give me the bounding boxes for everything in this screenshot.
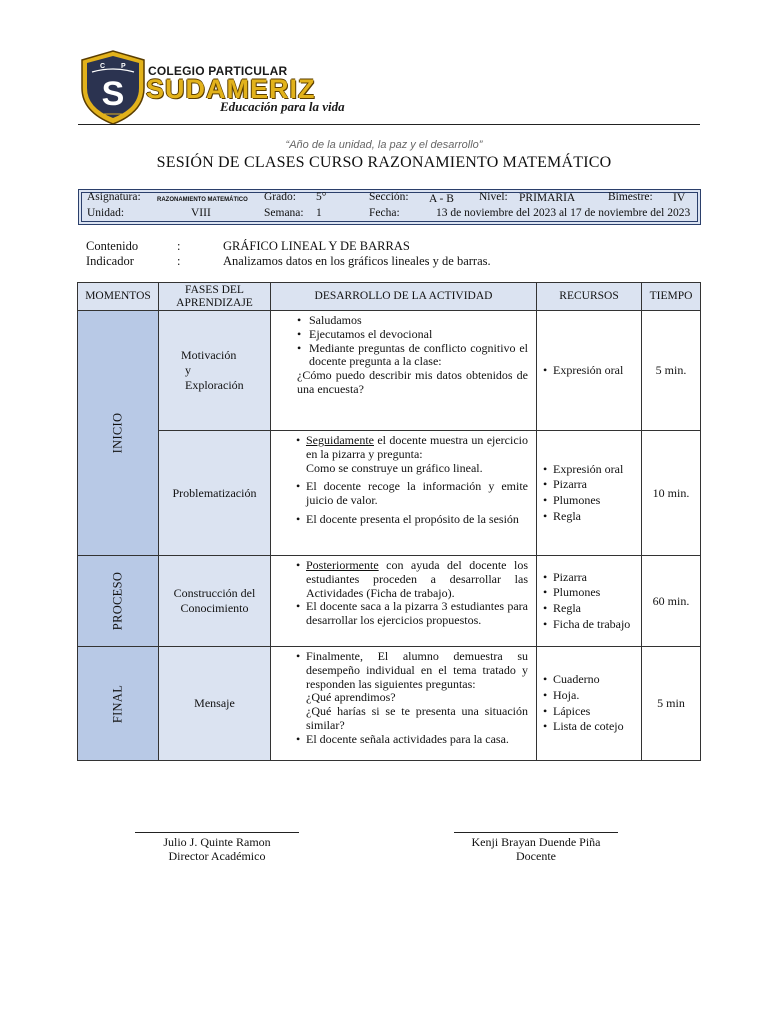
crest-letter-c: C: [100, 63, 106, 70]
activity-item: [296, 434, 528, 475]
header-divider: [78, 124, 700, 125]
nivel-value: PRIMARIA: [519, 192, 576, 204]
signature-right-role: Docente: [516, 848, 556, 863]
activity-item: [296, 559, 528, 600]
signature-line-right: [454, 832, 618, 833]
activity-mensaje: [271, 647, 537, 761]
resource-item: • Lápices: [543, 704, 637, 720]
activity-question: ¿Qué aprendimos?: [306, 690, 396, 705]
page-title: SESIÓN DE CLASES CURSO RAZONAMIENTO MATEMÁTICO: [156, 154, 612, 171]
seccion-label: Sección:: [369, 191, 409, 203]
activity-item: • El docente saca a la pizarra 3 estudiantes para desarrollar los ejercicios propuestos.: [296, 600, 528, 628]
signature-right: [436, 836, 636, 864]
unidad-label: Unidad:: [87, 207, 125, 219]
header-tiempo: TIEMPO: [642, 283, 701, 311]
activity-motivacion: [271, 311, 537, 431]
activity-construccion: [271, 556, 537, 647]
phase-construccion: [159, 556, 271, 647]
resource-item: • Lista de cotejo: [543, 719, 637, 735]
moment-final: [78, 647, 159, 761]
moment-inicio-label: INICIO: [110, 412, 125, 454]
resources-problematizacion: [537, 431, 642, 556]
activity-item: [296, 650, 528, 733]
activity-item: • El docente señala actividades para la casa.: [296, 733, 528, 747]
activity-item: • Saludamos: [293, 314, 528, 328]
time-motivacion: 5 min.: [642, 311, 701, 431]
asignatura-value: RAZONAMIENTO MATEMÁTICO: [157, 197, 248, 203]
contenido-value: GRÁFICO LINEAL Y DE BARRAS: [223, 239, 410, 253]
table-row: [78, 311, 701, 431]
bimestre-value: IV: [673, 192, 686, 204]
resources-construccion: [537, 556, 642, 647]
resources-mensaje: [537, 647, 642, 761]
school-slogan: Educación para la vida: [220, 99, 345, 114]
school-crest-icon: [78, 48, 148, 126]
resource-item: • Ficha de trabajo: [543, 617, 637, 633]
grado-value: 5°: [316, 191, 327, 203]
resource-item: • Pizarra: [543, 477, 637, 493]
table-row: [78, 647, 701, 761]
header-fases-line1: FASES DEL: [185, 284, 244, 297]
signature-right-name: Kenji Brayan Duende Piña: [471, 835, 601, 849]
activity-subline: Como se construye un gráfico lineal.: [306, 460, 483, 475]
phase-mensaje: Mensaje: [159, 647, 271, 761]
semana-value: 1: [316, 207, 322, 219]
resource-item: • Expresión oral: [543, 462, 637, 478]
activity-item: • El docente presenta el propósito de la sesión: [296, 513, 528, 527]
seccion-value: A - B: [429, 193, 454, 205]
resource-item: • Expresión oral: [543, 363, 637, 379]
activity-item: • El docente recoge la información y emite juicio de valor.: [296, 480, 528, 508]
phase-motivacion-line2: y: [185, 363, 191, 377]
fecha-value: 13 de noviembre del 2023 al 17 de noviembre del 2023: [436, 207, 691, 219]
activity-text: el docente muestra un ejercicio en la pizarra y pregunta:: [306, 433, 528, 461]
phase-problematizacion: Problematización: [159, 431, 271, 556]
time-problematizacion: 10 min.: [642, 431, 701, 556]
crest-letter-s: S: [101, 75, 125, 113]
phase-construccion-line1: Construcción del: [173, 586, 256, 600]
nivel-label: Nivel:: [479, 191, 508, 203]
activity-underlined: Posteriormente: [306, 558, 379, 572]
activity-problematizacion: [271, 431, 537, 556]
time-mensaje: 5 min: [642, 647, 701, 761]
crest-letter-p: P: [121, 63, 126, 70]
asignatura-label: Asignatura:: [87, 191, 141, 203]
phase-motivacion-line1: Motivación: [181, 348, 237, 362]
header-desarrollo: DESARROLLO DE LA ACTIVIDAD: [271, 283, 537, 311]
signature-left-name: Julio J. Quinte Ramon: [163, 835, 271, 849]
header-fases-line2: APRENDIZAJE: [176, 296, 253, 309]
resource-item: • Pizarra: [543, 570, 637, 586]
fecha-label: Fecha:: [369, 207, 400, 219]
contenido-colon: :: [177, 239, 181, 253]
activity-text: con ayuda del docente los estudiantes proceden a desarrollar las Actividades (Ficha de trabajo).: [306, 558, 528, 600]
contenido-label: Contenido: [86, 239, 139, 253]
header-fases: [159, 283, 271, 311]
session-info-box: [78, 189, 701, 225]
indicador-label: Indicador: [86, 254, 134, 268]
grado-label: Grado:: [264, 191, 296, 203]
resource-item: • Cuaderno: [543, 672, 637, 688]
table-header-row: [78, 283, 701, 311]
resource-item: • Plumones: [543, 493, 637, 509]
school-name: COLEGIO PARTICULAR: [148, 64, 288, 78]
lesson-plan-table: [77, 282, 701, 761]
school-brand: SUDAMERIZ: [146, 74, 316, 104]
resource-item: • Regla: [543, 509, 637, 525]
phase-motivacion-line3: Exploración: [185, 378, 244, 392]
activity-item: • Mediante preguntas de conflicto cognitivo el docente pregunta a la clase:: [293, 342, 528, 370]
activity-item: • Ejecutamos el devocional: [293, 328, 528, 342]
unidad-value: VIII: [191, 207, 211, 219]
year-motto: “Año de la unidad, la paz y el desarrollo”: [285, 139, 483, 151]
resource-item: • Plumones: [543, 585, 637, 601]
activity-text: Finalmente, El alumno demuestra su desempeño individual en el tema tratado y responden las siguientes preguntas:: [306, 649, 528, 691]
signature-left: [117, 836, 317, 864]
signature-line-left: [135, 832, 299, 833]
table-row: [78, 431, 701, 556]
phase-motivacion: [159, 311, 271, 431]
header-momentos: MOMENTOS: [78, 283, 159, 311]
resource-item: • Hoja.: [543, 688, 637, 704]
bimestre-label: Bimestre:: [608, 191, 653, 203]
resources-motivacion: [537, 311, 642, 431]
moment-proceso: [78, 556, 159, 647]
header-recursos: RECURSOS: [537, 283, 642, 311]
moment-inicio: [78, 311, 159, 556]
phase-construccion-line2: Conocimiento: [180, 601, 249, 615]
activity-underlined: Seguidamente: [306, 433, 374, 447]
table-row: [78, 556, 701, 647]
signature-left-role: Director Académico: [168, 848, 266, 863]
time-construccion: 60 min.: [642, 556, 701, 647]
indicador-colon: :: [177, 254, 181, 268]
activity-question: ¿Cómo puedo describir mis datos obtenidos de una encuesta?: [297, 368, 528, 396]
semana-label: Semana:: [264, 207, 304, 219]
indicador-value: Analizamos datos en los gráficos lineales y de barras.: [223, 254, 491, 268]
activity-question: ¿Qué harías si se te presenta una situación similar?: [306, 704, 528, 732]
moment-final-label: FINAL: [110, 684, 125, 723]
moment-proceso-label: PROCESO: [110, 571, 125, 631]
resource-item: • Regla: [543, 601, 637, 617]
